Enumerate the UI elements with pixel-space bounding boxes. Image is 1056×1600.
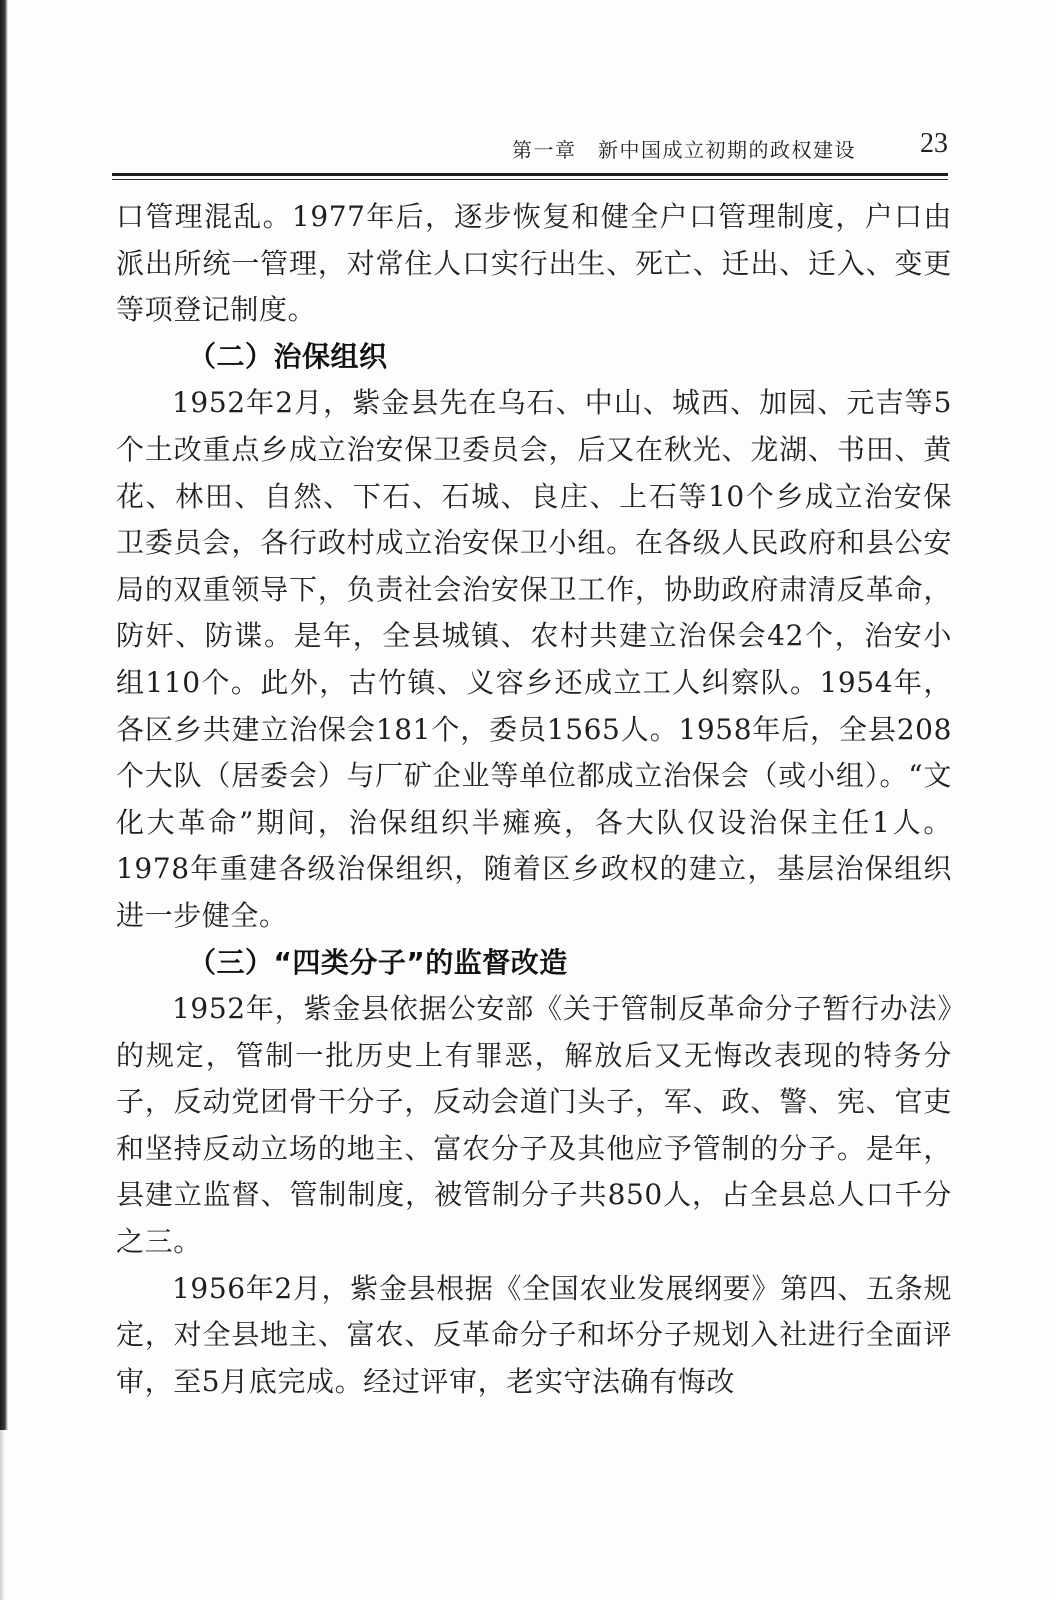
header-rule-thick: [112, 173, 948, 176]
paragraph-2: 1952年2月，紫金县先在乌石、中山、城西、加园、元吉等5个土改重点乡成立治安保卫委员会，后又在秋光、龙湖、书田、黄花、林田、自然、下石、石城、良庄、上石等10个乡成立治安保卫委员会，各行政村成立治安保卫小组。在各级人民政府和县公安局的双重领导下，负责社会治安保卫工作，协助政府肃清反革命，防奸、防谍。是年，全县城镇、农村共建立治保会42个，治安小组110个。此外，古竹镇、义容乡还成立工人纠察队。1954年，各区乡共建立治保会181个，委员1565人。1958年后，全县208个大队（居委会）与厂矿企业等单位都成立治保会（或小组）。“文化大革命”期间，治保组织半瘫痪，各大队仅设治保主任1人。1978年重建各级治保组织，随着区乡政权的建立，基层治保组织进一步健全。: [116, 386, 952, 932]
chapter-title: 第一章 新中国成立初期的政权建设: [512, 138, 856, 162]
body-text: [116, 194, 952, 1405]
header-rule-thin: [112, 179, 948, 180]
paragraph-3: 1952年，紫金县依据公安部《关于管制反革命分子暂行办法》的规定，管制一批历史上有罪恶，解放后又无悔改表现的特务分子，反动党团骨干分子，反动会道门头子，军、政、警、宪、官吏和坚持反动立场的地主、富农分子及其他应予管制的分子。是年，县建立监督、管制制度，被管制分子共850人，占全县总人口千分之三。: [116, 992, 952, 1259]
scan-edge-fade: [0, 1430, 5, 1600]
paragraph-continued: 口管理混乱。1977年后，逐步恢复和健全户口管理制度，户口由派出所统一管理，对常住人口实行出生、死亡、迁出、迁入、变更等项登记制度。: [116, 200, 952, 327]
scan-edge-shadow: [0, 0, 8, 1430]
section-heading-3: （三）“四类分子”的监督改造: [188, 945, 568, 979]
page-number: 23: [920, 128, 948, 159]
section-heading-2: （二）治保组织: [188, 339, 388, 373]
paragraph-4: 1956年2月，紫金县根据《全国农业发展纲要》第四、五条规定，对全县地主、富农、反革命分子和坏分子规划入社进行全面评审，至5月底完成。经过评审，老实守法确有悔改: [116, 1271, 952, 1398]
running-header: [112, 128, 948, 168]
